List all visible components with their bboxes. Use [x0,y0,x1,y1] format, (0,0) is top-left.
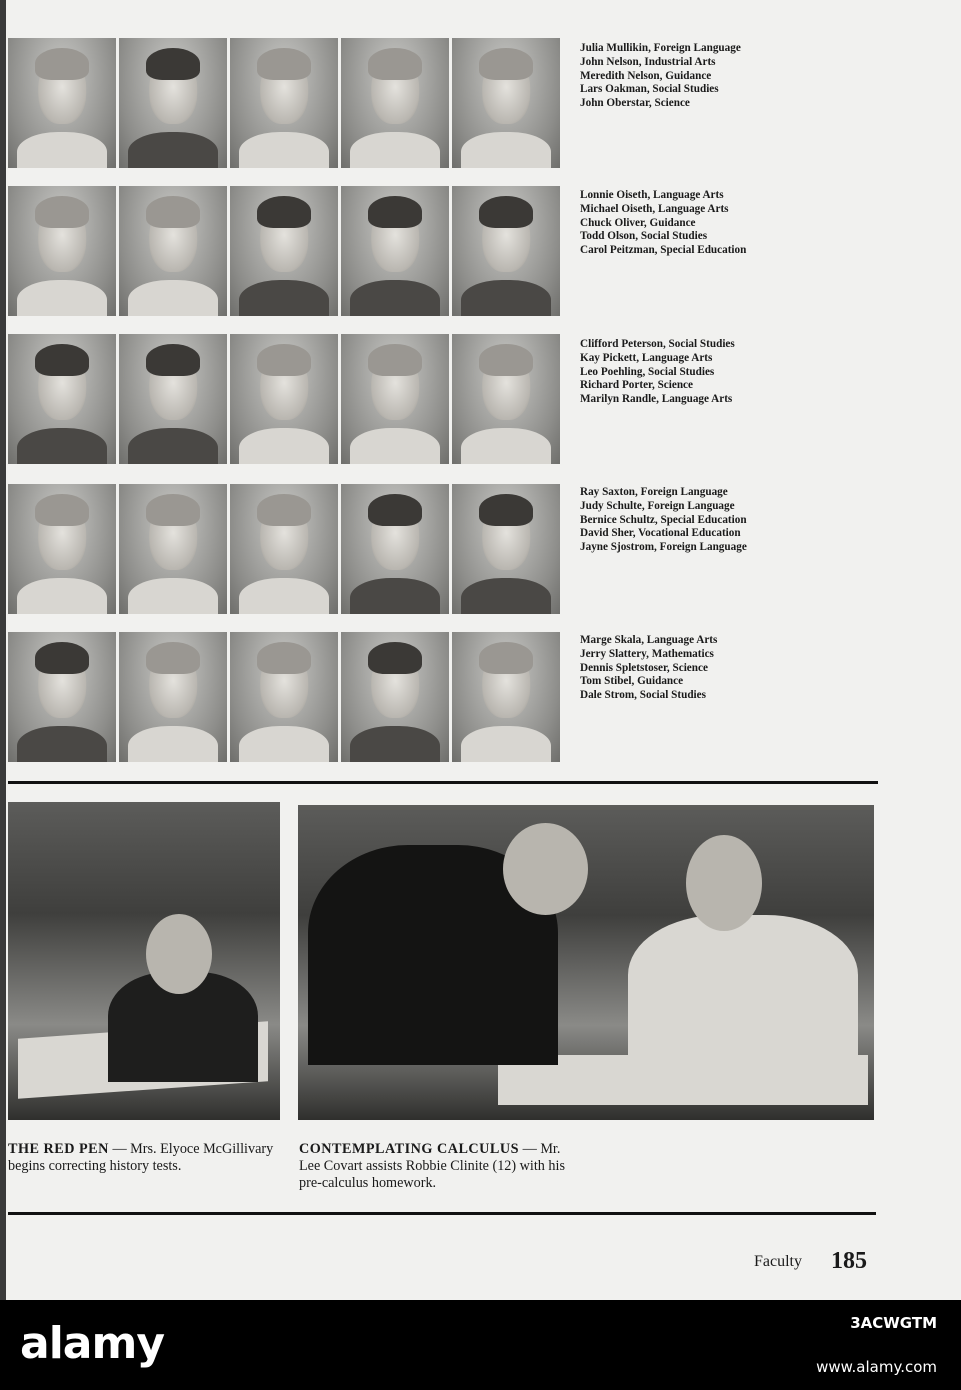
caption-lead: CONTEMPLATING CALCULUS [299,1141,520,1157]
faculty-portrait [119,38,227,168]
portrait-row [8,484,560,614]
caption-text: — Mr. Lee Covart assists Robbie Clinite (12) with his pre-calculus homework. [299,1141,565,1191]
name-list [580,42,800,111]
faculty-portrait [341,186,449,316]
faculty-name: Chuck Oliver, Guidance [580,216,696,229]
stock-watermark-banner [0,1300,961,1390]
faculty-name: John Nelson, Industrial Arts [580,55,716,68]
section-label: Faculty [754,1253,802,1270]
faculty-name: Kay Pickett, Language Arts [580,351,713,364]
faculty-portrait [341,632,449,762]
portrait-row [8,38,560,168]
faculty-portrait [119,334,227,464]
faculty-name: Carol Peitzman, Special Education [580,244,747,257]
faculty-portrait [230,334,338,464]
faculty-portrait [8,632,116,762]
faculty-portrait [452,38,560,168]
faculty-portrait [8,186,116,316]
faculty-name: John Oberstar, Science [580,97,690,110]
faculty-portrait [230,38,338,168]
faculty-portrait [452,484,560,614]
faculty-name: Todd Olson, Social Studies [580,230,708,243]
candid-photo-calculus [298,805,874,1120]
faculty-portrait [119,186,227,316]
faculty-portrait [119,484,227,614]
bottom-divider [8,1212,876,1215]
watermark-url: www.alamy.com [816,1358,937,1376]
faculty-portrait [452,186,560,316]
faculty-portrait [230,632,338,762]
faculty-portrait [8,484,116,614]
faculty-portrait [341,334,449,464]
faculty-portrait [341,38,449,168]
image-id: 3ACWGTM [850,1314,937,1332]
candid-photo-red-pen [8,802,280,1120]
caption-lead: THE RED PEN [8,1141,109,1157]
caption-red-pen [8,1141,282,1175]
faculty-name: Meredith Nelson, Guidance [580,69,712,82]
faculty-portrait [230,186,338,316]
name-list [580,634,800,703]
faculty-portrait [119,632,227,762]
page-number: 185 [831,1248,867,1274]
faculty-name: Dennis Spletstoser, Science [580,661,708,674]
name-list [580,338,800,407]
faculty-name: David Sher, Vocational Education [580,527,741,540]
faculty-name: Judy Schulte, Foreign Language [580,499,735,512]
faculty-portrait [452,632,560,762]
portrait-row [8,334,560,464]
portrait-row [8,632,560,762]
faculty-name: Lonnie Oiseth, Language Arts [580,189,724,201]
faculty-portrait [8,38,116,168]
faculty-name: Leo Poehling, Social Studies [580,365,715,378]
alamy-logo: alamy [20,1318,164,1369]
faculty-name: Michael Oiseth, Language Arts [580,202,729,215]
faculty-name: Marge Skala, Language Arts [580,634,718,646]
faculty-name: Bernice Schultz, Special Education [580,513,747,526]
faculty-name: Jayne Sjostrom, Foreign Language [580,541,747,554]
portrait-row [8,186,560,316]
faculty-portrait [341,484,449,614]
caption-calculus [299,1141,583,1192]
faculty-name: Clifford Peterson, Social Studies [580,338,735,350]
faculty-name: Dale Strom, Social Studies [580,689,706,702]
section-divider [8,781,878,784]
faculty-name: Tom Stibel, Guidance [580,675,684,688]
faculty-portrait [452,334,560,464]
faculty-name: Marilyn Randle, Language Arts [580,393,733,406]
faculty-portrait [230,484,338,614]
faculty-name: Ray Saxton, Foreign Language [580,486,728,498]
name-list [580,189,800,258]
faculty-name: Jerry Slattery, Mathematics [580,647,714,660]
page-binding-edge [0,0,6,1300]
faculty-portrait [8,334,116,464]
faculty-name: Lars Oakman, Social Studies [580,83,719,96]
faculty-name: Richard Porter, Science [580,379,693,392]
name-list [580,486,800,555]
caption-text: — Mrs. Elyoce McGillivary begins correcting history tests. [8,1141,274,1174]
faculty-name: Julia Mullikin, Foreign Language [580,42,741,54]
